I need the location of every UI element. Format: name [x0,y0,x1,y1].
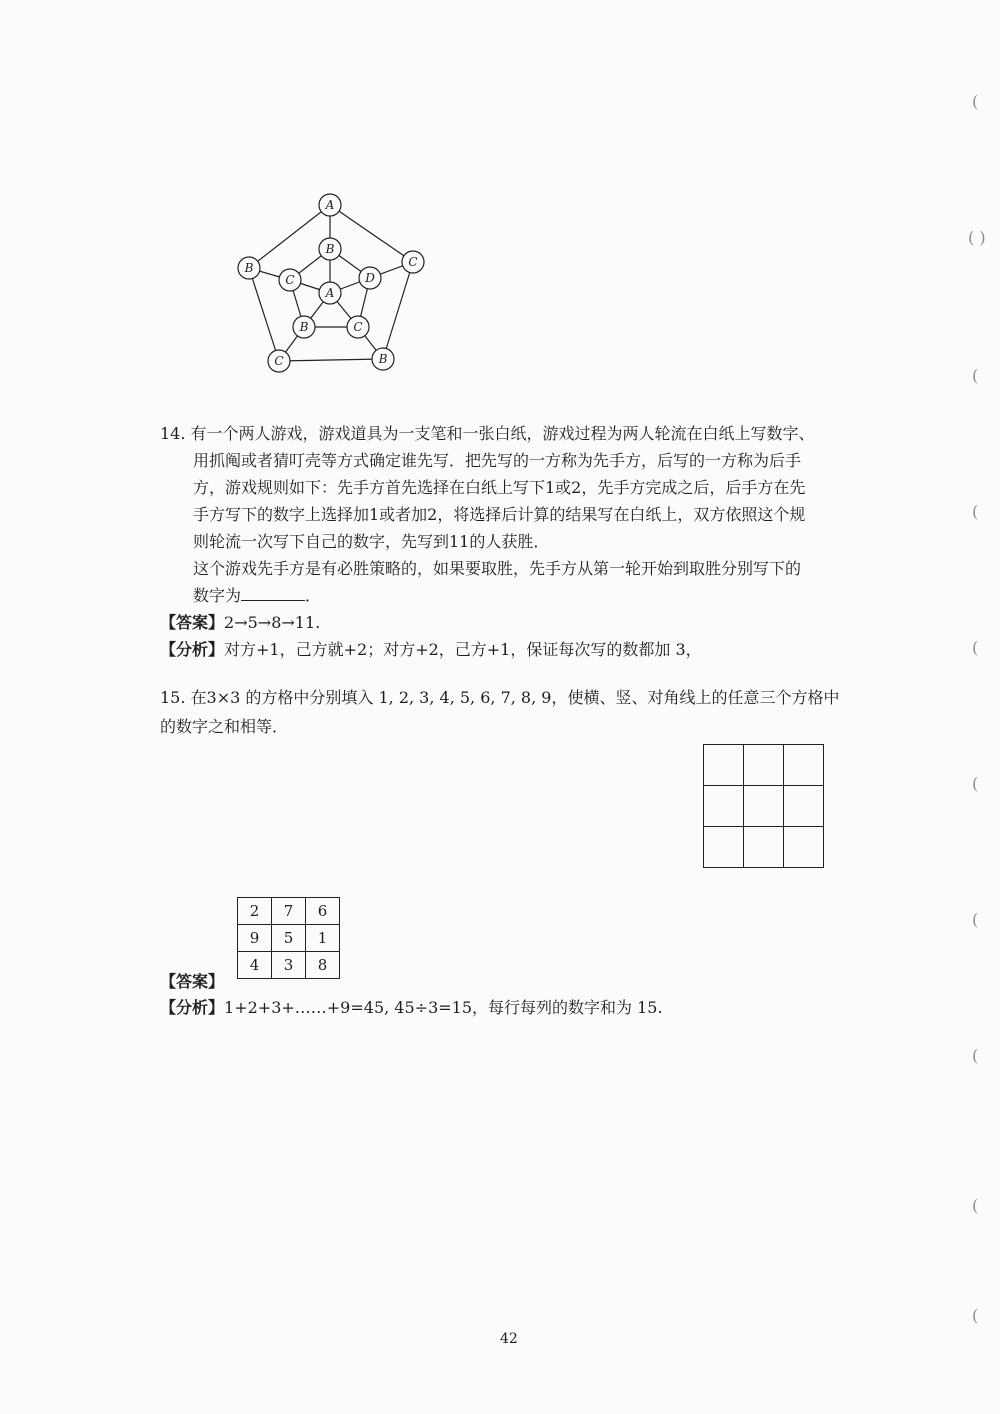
grid-cell[interactable] [784,786,824,827]
grid-cell[interactable] [704,745,744,786]
answer-label: 【答案】 [160,613,225,632]
node-label: B [299,320,309,334]
grid-cell[interactable] [744,827,784,868]
analysis-text: 对方+1，己方就+2；对方+2，己方+1，保证每次写的数都加 3， [224,640,702,659]
magic-cell: 8 [306,952,340,979]
grid-cell[interactable] [784,827,824,868]
grid-cell[interactable] [784,745,824,786]
q14-line-5: 则轮流一次写下自己的数字，先写到11的人获胜． [193,532,550,551]
grid-cell[interactable] [744,745,784,786]
q14-line-2: 用抓阄或者猜叮壳等方式确定谁先写．把先写的一方称为先手方，后写的一方称为后手 [193,451,802,470]
answer-text: 2→5→8→11. [224,613,321,632]
answer-blank[interactable] [241,586,305,601]
margin-mark: ( [972,1306,979,1325]
node-label: B [378,352,388,366]
node-label: B [244,261,254,275]
magic-cell: 4 [238,952,272,979]
margin-mark: ( ) [968,228,986,247]
node-label: C [274,354,284,368]
node-label: C [353,320,363,334]
margin-mark: ( [972,366,979,385]
q14-last-line-prefix: 数字为 [193,586,242,605]
node-label: C [408,255,418,269]
magic-cell: 6 [306,898,340,925]
node-label: D [365,271,375,285]
q14-answer [160,613,320,633]
magic-cell: 9 [238,925,272,952]
q14-line-4: 手方写下的数字上选择加1或者加2，将选择后计算的结果写在白纸上，双方依照这个规 [193,505,806,524]
magic-cell: 3 [272,952,306,979]
analysis-label: 【分析】 [160,640,225,659]
margin-mark: ( [972,910,979,929]
node-label: B [325,242,335,256]
q14-last-line-suffix: ． [305,586,322,605]
margin-mark: ( [972,638,979,657]
q14-line-3: 方，游戏规则如下：先手方首先选择在白纸上写下1或2，先手方完成之后，后手方在先 [193,478,806,497]
analysis-text: 1+2+3+……+9=45, 45÷3=15，每行每列的数字和为 15. [224,998,663,1017]
q15-line-1: 15. 在3×3 的方格中分别填入 1, 2, 3, 4, 5, 6, 7, 8, 9，使横、竖、对角线上的任意三个方格中 [160,688,840,707]
analysis-label: 【分析】 [160,998,225,1017]
node-label: A [325,286,335,300]
magic-cell: 5 [272,925,306,952]
magic-cell: 2 [238,898,272,925]
margin-mark: ( [972,774,979,793]
grid-cell[interactable] [704,827,744,868]
page-number: 42 [500,1331,518,1347]
margin-mark: ( [972,502,979,521]
magic-square [237,897,340,979]
node-label: C [285,273,295,287]
q14-line-7 [193,586,321,606]
q15-answer-label: 【答案】 [160,972,225,991]
node-label: A [325,198,335,212]
pentagon-graph [230,190,440,380]
q15-line-2: 的数字之和相等． [160,717,289,736]
q14-analysis [160,640,702,660]
margin-mark: ( [972,1196,979,1215]
margin-mark: ( [972,92,979,111]
q14-line-6: 这个游戏先手方是有必胜策略的，如果要取胜，先手方从第一轮开始到取胜分别写下的 [193,559,802,578]
q15-analysis [160,998,663,1018]
grid-cell[interactable] [744,786,784,827]
q14-line-1: 14. 有一个两人游戏，游戏道具为一支笔和一张白纸，游戏过程为两人轮流在白纸上写数字、 [160,424,815,443]
empty-3x3-grid [703,744,824,868]
margin-mark: ( [972,1046,979,1065]
magic-cell: 7 [272,898,306,925]
magic-cell: 1 [306,925,340,952]
grid-cell[interactable] [704,786,744,827]
